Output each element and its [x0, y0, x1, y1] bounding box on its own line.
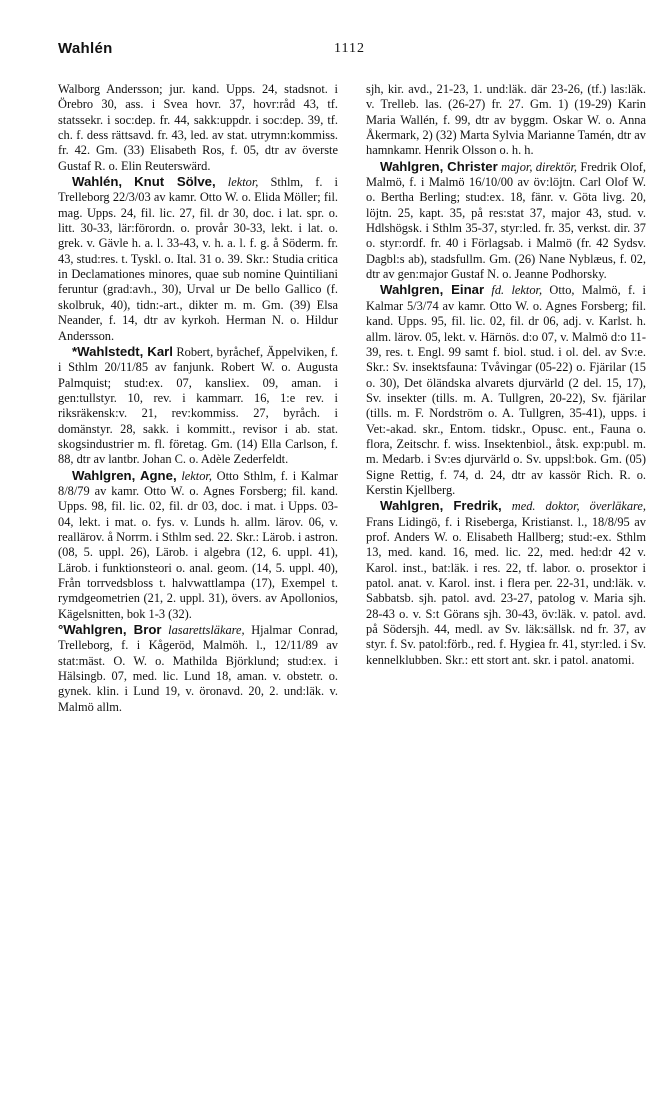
entry-body: Otto Sthlm, f. i Kalmar 8/8/79 av kamr. Otto W. o. Agnes Forsberg; fil. kand. Upps. 98, fil. lic. 02, fil. dr 03, doc. i mat. i Upps. 03-04, lekt. i mat. o. fys. v. Lunds h. allm. lärov. 06, v. reallärov. å Norrm. i Sthlm sed. 22. Skr.: Lärob. i astron. (08, 5. uppl. 26), Lärob. i algebra (12, 6. uppl. 41), Lärob. i funktionsteori o. anal. geom. (14, 5. uppl. 40), Från torrvedsbloss t. halvwattlampa (17), Exempel t. rymdgeometrien (21, 2. uppl. 31), övers. av Apollonios, Kägelsnitten, bok 1-3 (32). — [58, 468, 338, 621]
entry-continuation: Walborg Andersson; jur. kand. Upps. 24, stadsnot. i Örebro 30, ass. i Svea hovr. 37, hovr:råd 43, tf. statssekr. i soc:dep. fr. 44, sakk:uppdr. i soc:dep. 39, tf. ch. f. dess rättsavd. fr. 43, led. av stat. utrymn:kommiss. fr. 42. Gm. (33) Elisabeth Ros, f. 05, dtr av överste Gustaf R. o. Elin Reuterswärd. — [58, 82, 338, 173]
page-header — [0, 40, 664, 66]
entry-body: Robert, byråchef, Äppelviken, f. i Sthlm 20/11/85 av fanjunk. Robert W. o. Augusta Palmquist; stud:ex. 07, kansliex. 09, aman. i gen:tullstyr. 10, rev. i kammarr. 16, 1:e rev. i riksräkensk:v. 21, rev:kommiss. 27, byråch. i domänstyr. 28, sakk. i kommitt., revisor i ab. stat. skogsindustrier m. fl. företag. Gm. (14) Ella Carlson, f. 88, dtr av lantbr. Johan C. o. Adèle Zederfeldt. — [58, 344, 338, 467]
entry-title: fd. lektor, — [491, 283, 543, 298]
right-column — [366, 82, 646, 668]
entry-title: lektor, — [181, 468, 212, 483]
entry-wahlgren-agne — [58, 468, 338, 622]
left-column — [58, 82, 338, 715]
entry-continuation: sjh, kir. avd., 21-23, 1. und:läk. där 23-26, (tf.) las:läk. v. Trelleb. las. (26-27) fr. 27. Gm. 1) (19-29) Karin Maria Wallén, f. 99, dtr av byggm. Oskar W. o. Anna Åkermark, 2) (32) Marta Sylvia Marianne Tamén, dtr av hamnkamr. Henrik Olsson o. h. h. — [366, 82, 646, 158]
entry-headword: *Wahlstedt, Karl — [72, 343, 173, 359]
entry-body: Frans Lidingö, f. i Riseberga, Kristianst. l., 18/8/95 av prof. Anders W. o. Elisabeth Hallberg; stud:-ex. Sthlm 13, med. kand. 16, med. lic. 22, med. hed:dr 42 v. Karol. inst., bat:läk. i res. 22, tf. labor. o. prosektor i patol. anat. v. Karol. inst. i flera per. 22-31, und:läk. v. Sabbatsb. sjh. patol. avd. 23-27, patolog v. Maria sjh. 28-43 o. v. S:t Görans sjh. 30-43, öv:läk. v. patol. avd. på Södersjh. 44, medl. av Sv. läk:sällsk. nd fr. 37, av styr. f. Sv. patol:förb., red. f. Hygiea fr. 41, styr:led. i Sv. kennelklubben. Skr.: ett stort ant. skr. i patol. anatomi. — [366, 514, 646, 667]
entry-body: Sthlm, f. i Trelleborg 22/3/03 av kamr. Otto W. o. Elida Möller; fil. mag. Upps. 24, fil. lic. 27, fil. dr 30, doc. i lat. spr. o. litt. 30-33, lär:förordn. o. provår 30-33, lekt. i lat. o. grek. v. Gävle h. a. l. 33-43, v. h. a. l. f. g. å Söderm. fr. 43, stud:res. t. Tyskl. o. Ital. 31 o. 39. Skr.: Studia critica in Declamationes minores, quae sub nomine Quintiliani feruntur (grad:avh., 30), Urval ur De bello Gallico (f. skolbruk, 40), tidn:-art., dikter m. m. Gm. (39) Elsa Neander, f. 14, dtr av kyrkoh. Herman N. o. Hildur Andersson. — [58, 175, 338, 343]
entry-wahlgren-einar — [366, 282, 646, 498]
entry-wahlgren-frans — [366, 498, 646, 668]
entry-wahlen-knut — [58, 174, 338, 344]
entry-title: lasarettsläkare, — [168, 623, 245, 638]
entry-wahlgren-christer — [366, 159, 646, 283]
entry-given-name: Agne, — [139, 467, 177, 483]
running-head: Wahlén — [58, 40, 113, 57]
entry-given-name: Knut Sölve, — [134, 174, 216, 190]
entry-title: lektor, — [227, 175, 259, 190]
entry-given-name: Fredrik, — [453, 498, 502, 514]
entry-body: Fredrik Olof, Malmö, f. i Malmö 16/10/00 av öv:löjtn. Carl Olof W. o. Bertha Berling; stud:ex. 18, fänr. v. Göta livg. 20, löjtn. 25, kapt. 35, på res:stat 37, major 43, stud. v. Hdlshögsk. i Sthlm 35-37, styr:led. fr. 35, verkst. dir. 37 o. styr:ordf. fr. 40 i Förlagsab. i Malmö (fr. 42 Sydsv. Dagbl:s ab), stadsfullm. Gm. (26) Nane Nyblæus, f. 02, dtr av gen:major Gustaf N. o. Jeanne Podhorsky. — [366, 159, 647, 282]
entry-headword: Wahlgren, Christer — [380, 158, 498, 174]
page-number: 1112 — [334, 41, 365, 56]
entry-headword: Wahlgren, — [72, 467, 136, 483]
entry-title: major, direktör, — [501, 159, 577, 174]
entry-headword: Wahlgren, — [380, 498, 444, 514]
entry-title: med. doktor, överläkare, — [511, 499, 646, 514]
entry-body: Otto, Malmö, f. i Kalmar 5/3/74 av kamr. Otto W. o. Agnes Forsberg; fil. kand. Upps. 95, fil. lic. 02, fil. dr 06, adj. v. Karlst. h. allm. lärov. 05, lekt. v. Härnös. d:o 07, v. Malmö d:o 11-39, res. t. Engl. 99 samt f. biol. stud. i ol. del. av Sv:e. Skr.: Sv. insektsfauna: Tvåvingar (05-22) o. Fjärilar (15 o. 30), Det öländska alvarets djurvärld (2 del. 15, 17), Sv. insekter (tills. m. A. Tullgren, 20-22), Sv. fjärilar (tills. m. F. Nordström o. A. Tullgren, 35-41), upps. i Vet:-akad. skr., Entom. tidskr., Opusc. ent., Fauna o. flora, Zeitschr. f. wiss. Insektenbiol., åtsk. exp:publ. m. m. Medarb. i Sv:es djurvärld o. Sv. uppsl:bok. Gm. (05) Signe Rettig, f. 74, d. 24, dtr av kassör Rich. R. o. Kerstin Kjellberg. — [366, 283, 646, 497]
entry-headword: °Wahlgren, Bror — [58, 622, 162, 638]
entry-headword: Wahlén, — [72, 174, 123, 190]
entry-wahlgren-bror — [58, 622, 338, 715]
entry-body: Hjalmar Conrad, Trelleborg, f. i Kågeröd, Malmöh. l., 12/11/89 av stat:mäst. O. W. o. Mathilda Björklund; stud:ex. i Hälsingb. 07, med. lic. Lund 18, aman. v. obstetr. o. gynek. klin. i Lund 19, v. öronavd. 20, 2. und:läk. v. Malmö allm. — [58, 623, 338, 714]
entry-wahlstedt-karl — [58, 344, 338, 468]
entry-headword: Wahlgren, Einar — [380, 282, 485, 298]
